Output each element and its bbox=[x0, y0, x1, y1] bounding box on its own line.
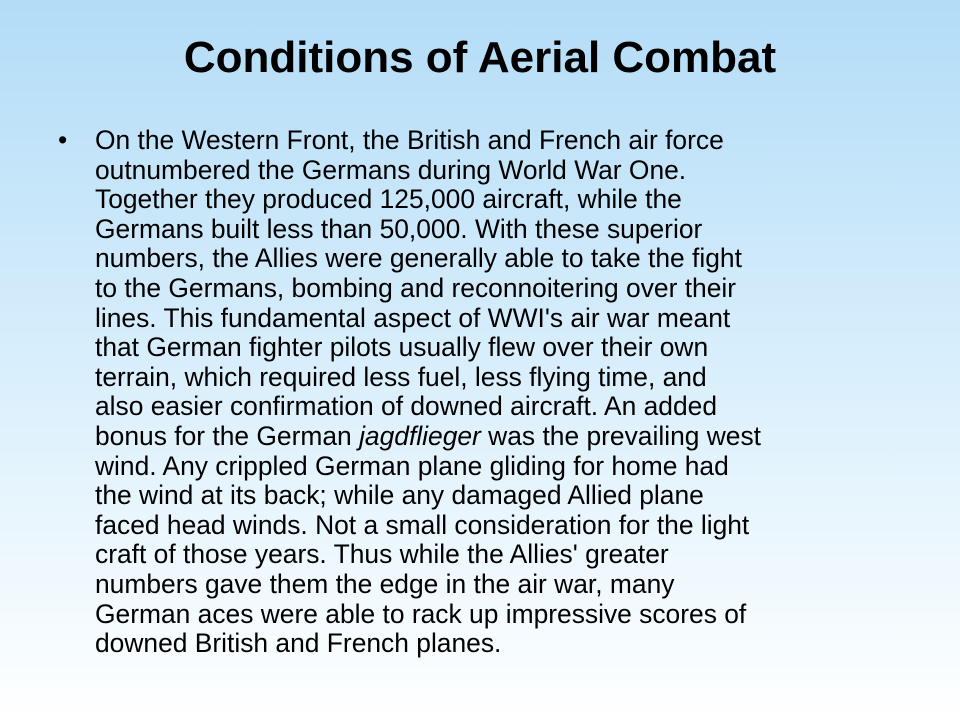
body-text-start: On the Western Front, the British and French air force outnumbered the Germans during World War One. Together they produced 125,000 aircraft, while the Germans built less than 50,000. With these superior numbers, the Allies were generally able to take the fight to the Germans, bombing and reconnoitering over their lines. This fundamental aspect of WWI's air war meant that German fighter pilots usually flew over their own terrain, which required less fuel, less flying time, and also easier confirmation of downed aircraft. An added bonus for the German bbox=[95, 125, 742, 451]
bullet-icon: • bbox=[58, 125, 68, 155]
bullet-list bbox=[58, 126, 910, 659]
slide-title: Conditions of Aerial Combat bbox=[183, 33, 777, 82]
body-text-end: was the prevailing west wind. Any crippled German plane gliding for home had the wind at its back; while any damaged Allied plane faced head winds. Not a small consideration for the light craft of those years. Thus while the Allies' greater numbers gave them the edge in the air war, many German aces were able to rack up impressive scores of downed British and French planes. bbox=[95, 420, 762, 659]
body-emphasis: jagdflieger bbox=[359, 420, 481, 451]
bullet-item bbox=[58, 126, 910, 659]
